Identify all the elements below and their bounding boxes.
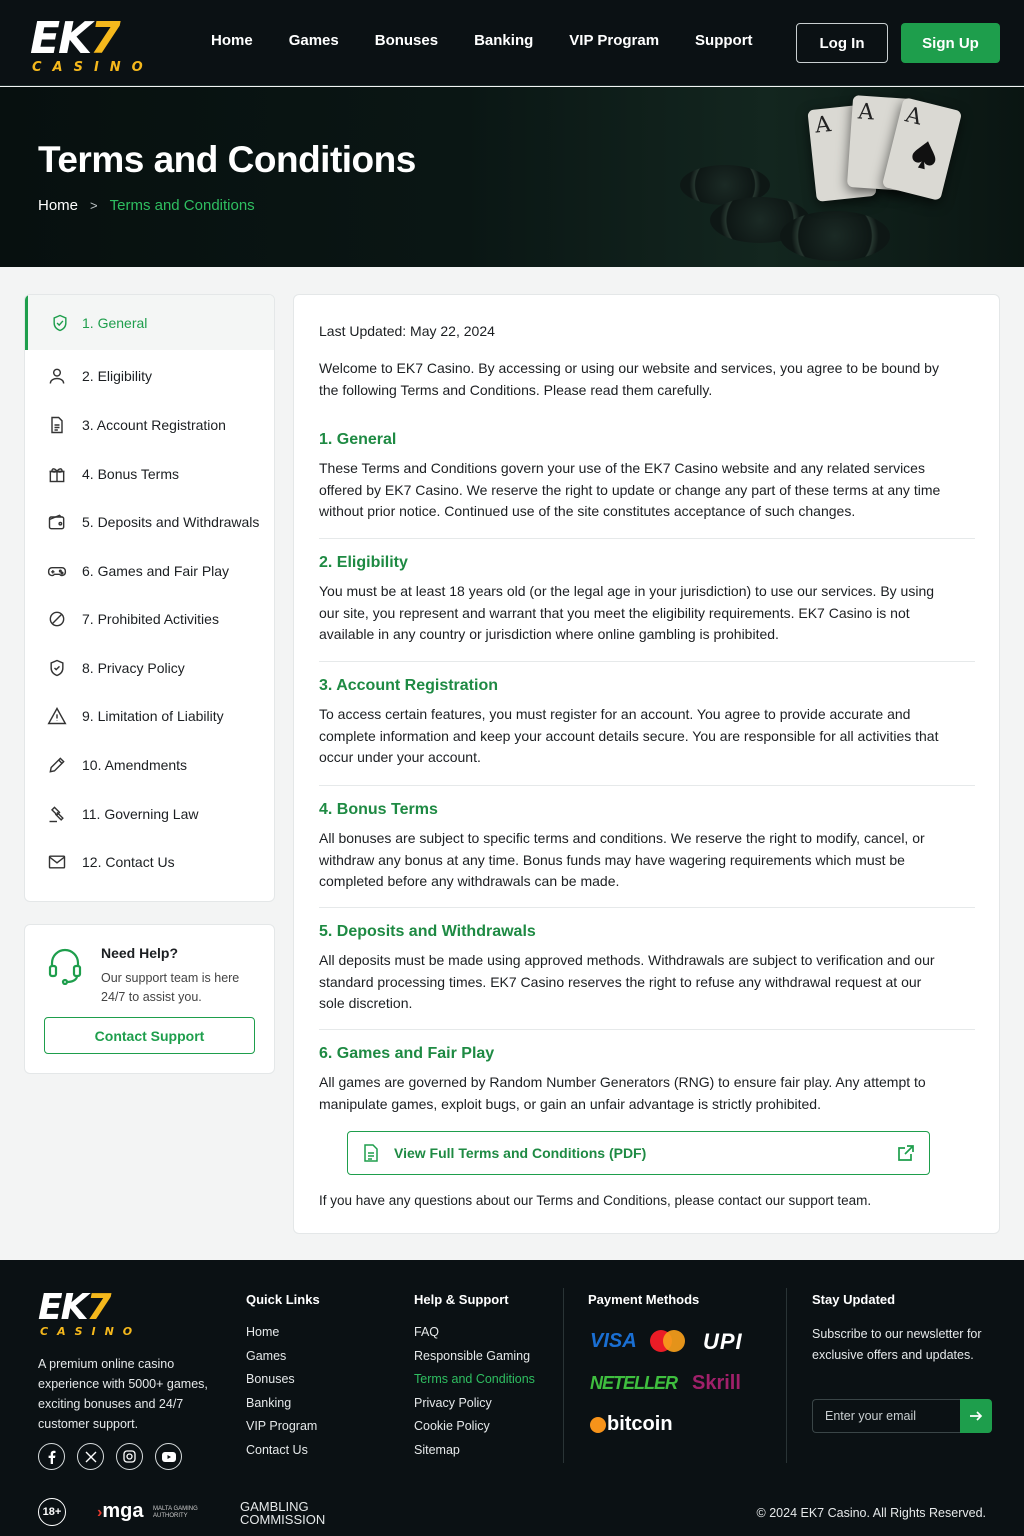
sidebar-item-label: 5. Deposits and Withdrawals [82, 514, 260, 530]
quick-links-title: Quick Links [246, 1292, 320, 1307]
document-icon [47, 415, 67, 435]
payment-methods-title: Payment Methods [588, 1292, 700, 1307]
footer-link-games[interactable]: Games [246, 1348, 287, 1363]
logo-ek-text: EK [30, 13, 91, 64]
shield-icon [47, 658, 67, 678]
help-title: Need Help? [101, 945, 179, 961]
intro-text: Welcome to EK7 Casino. By accessing or using our website and services, you agree to be bound by the following Terms and Conditions. Please read them carefully. [319, 360, 939, 398]
gamepad-icon [47, 561, 67, 581]
sidebar-item-label: 12. Contact Us [82, 854, 175, 870]
breadcrumb-home[interactable]: Home [38, 197, 79, 214]
age-18-badge: 18+ [38, 1498, 66, 1526]
divider [319, 1029, 975, 1030]
divider [563, 1288, 564, 1463]
sidebar-item-limitation-liability[interactable] [25, 692, 275, 740]
logo-casino-text: CASINO [40, 1325, 142, 1338]
sidebar-item-eligibility[interactable] [25, 352, 275, 400]
footer-link-responsible-gaming[interactable]: Responsible Gaming [414, 1348, 531, 1363]
sidebar-item-label: 3. Account Registration [82, 417, 226, 433]
sidebar-item-label: 2. Eligibility [82, 368, 153, 384]
neteller-logo: NETELLER [590, 1373, 678, 1393]
visa-logo: VISA [590, 1330, 637, 1352]
newsletter-submit-button[interactable] [960, 1399, 992, 1433]
page-title: Terms and Conditions [38, 139, 416, 180]
logo-seven-text: 7 [86, 1287, 110, 1328]
sidebar-item-label: 10. Amendments [82, 757, 188, 773]
gc-text: COMMISSION [240, 1512, 326, 1527]
gavel-icon [47, 804, 67, 824]
sidebar-item-prohibited-activities[interactable] [25, 595, 275, 643]
site-footer [0, 1260, 1024, 1536]
card-rank: A [902, 102, 925, 131]
sidebar-item-general[interactable] [25, 295, 275, 350]
facebook-icon[interactable] [38, 1443, 65, 1470]
pencil-icon [47, 755, 67, 775]
footer-link-privacy[interactable]: Privacy Policy [414, 1395, 492, 1410]
newsletter-email-input[interactable] [812, 1399, 960, 1433]
hero-banner [0, 87, 1024, 267]
divider [319, 538, 975, 539]
divider [319, 785, 975, 786]
chevron-right-icon: > [90, 198, 98, 213]
footer-link-contact[interactable]: Contact Us [246, 1442, 308, 1457]
section-title: 1. General [319, 431, 397, 448]
sidebar-item-label: 11. Governing Law [82, 806, 199, 822]
breadcrumb-current: Terms and Conditions [109, 197, 255, 214]
section-title: 3. Account Registration [319, 677, 498, 694]
mga-sub-text: AUTHORITY [153, 1513, 188, 1519]
section-body: These Terms and Conditions govern your use of the EK7 Casino website and any related services offered by EK7 Casino. We reserve the right to update or change any part of these terms at any time without prior notice. Continued use of the site constitutes acceptance of such changes. [319, 460, 941, 519]
nav-home[interactable]: Home [211, 32, 253, 49]
section-body: You must be at least 18 years old (or the legal age in your jurisdiction) to use our services. By using our site, you represent and warrant that you meet the eligibility requirements. EK7 Casino is not available in any country or jurisdiction where online gambling is prohibited. [319, 583, 935, 642]
youtube-icon[interactable] [155, 1443, 182, 1470]
newsletter [812, 1292, 895, 1325]
help-text: Our support team is here 24/7 to assist you. [101, 971, 240, 1004]
playing-cards-illustration [800, 87, 1000, 267]
footer-link-faq[interactable]: FAQ [414, 1325, 440, 1339]
nav-vip-program[interactable]: VIP Program [569, 32, 660, 49]
user-icon [47, 366, 67, 386]
view-pdf-label: View Full Terms and Conditions (PDF) [394, 1145, 647, 1161]
footer-link-sitemap[interactable]: Sitemap [414, 1442, 460, 1457]
sidebar-item-amendments[interactable] [25, 741, 275, 789]
mail-icon [47, 852, 67, 872]
external-link-icon [897, 1144, 915, 1162]
nav-banking[interactable]: Banking [474, 32, 534, 49]
bitcoin-logo: bitcoin [607, 1413, 673, 1435]
section-body: All deposits must be made using approved methods. Withdrawals are subject to verification and our standard processing times. EK7 Casino reserves the right to refuse any withdrawal request at our sole discretion. [319, 952, 935, 1011]
logo-casino-text: CASINO [32, 60, 154, 75]
sidebar-item-label: 9. Limitation of Liability [82, 708, 224, 724]
section-deposits-withdrawals [319, 923, 975, 1015]
section-title: 2. Eligibility [319, 554, 408, 571]
nav-games[interactable]: Games [288, 32, 339, 49]
last-updated: Last Updated: May 22, 2024 [319, 323, 495, 339]
poker-chip [780, 211, 890, 261]
terms-content [293, 294, 1000, 1234]
footer-link-banking[interactable]: Banking [246, 1395, 292, 1410]
login-button[interactable]: Log In [796, 23, 888, 63]
sidebar-item-label: 6. Games and Fair Play [82, 563, 230, 579]
nav-bonuses[interactable]: Bonuses [374, 32, 439, 49]
section-title: 5. Deposits and Withdrawals [319, 923, 536, 940]
footer-link-bonuses[interactable]: Bonuses [246, 1372, 295, 1386]
help-card [24, 924, 275, 1074]
skrill-logo: Skrill [692, 1372, 741, 1394]
mga-text: mga [102, 1500, 144, 1522]
section-title: 6. Games and Fair Play [319, 1045, 495, 1062]
sidebar-item-bonus-terms[interactable] [25, 450, 275, 498]
toc-sidebar [24, 294, 275, 902]
mga-sub-text: MALTA GAMING [153, 1506, 198, 1512]
newsletter-title: Stay Updated [812, 1292, 896, 1307]
payment-methods [588, 1292, 699, 1325]
newsletter-text: Subscribe to our newsletter for exclusive offers and updates. [812, 1327, 982, 1362]
footer-link-home[interactable]: Home [246, 1325, 280, 1339]
card-rank: A [813, 112, 833, 139]
help-support-links [414, 1292, 535, 1466]
footer-link-cookie[interactable]: Cookie Policy [414, 1419, 490, 1433]
section-general [319, 431, 975, 523]
footer-link-vip[interactable]: VIP Program [246, 1419, 318, 1433]
contact-note: If you have any questions about our Terms and Conditions, please contact our support team. [319, 1193, 872, 1208]
help-support-title: Help & Support [414, 1292, 509, 1307]
sidebar-item-label: 8. Privacy Policy [82, 660, 185, 676]
quick-links [246, 1292, 320, 1466]
logo-ek-text: EK [38, 1287, 87, 1328]
footer-link-terms[interactable]: Terms and Conditions [414, 1372, 535, 1386]
breadcrumb [38, 197, 255, 214]
social-links [38, 1443, 182, 1470]
gambling-commission-badge [240, 1500, 325, 1526]
divider [786, 1288, 787, 1463]
headset-icon [47, 947, 83, 985]
gift-icon [47, 464, 67, 484]
sidebar-item-contact-us[interactable] [25, 838, 275, 886]
divider [319, 661, 975, 662]
file-icon [363, 1144, 379, 1162]
mastercard-logo [650, 1330, 686, 1352]
site-header [0, 0, 1024, 86]
divider [319, 907, 975, 908]
shield-check-icon [50, 313, 70, 333]
section-account-registration [319, 677, 975, 769]
warning-icon [47, 706, 67, 726]
ban-icon [47, 609, 67, 629]
logo-seven-text: 7 [90, 13, 119, 64]
sidebar-item-label: 7. Prohibited Activities [82, 611, 219, 627]
gc-text: GAMBLING [240, 1499, 309, 1514]
x-icon[interactable] [77, 1443, 104, 1470]
section-bonus-terms [319, 801, 975, 893]
sidebar-item-deposits-withdrawals[interactable] [25, 498, 275, 546]
section-body: All games are governed by Random Number Generators (RNG) to ensure fair play. Any attempt to manipulate games, exploit bugs, or gain an unfair advantage is strictly prohibited. [319, 1074, 926, 1112]
card-rank: A [857, 99, 875, 126]
brand-logo[interactable] [30, 13, 154, 76]
mga-badge: ›mga MALTA GAMING AUTHORITY [97, 1500, 143, 1523]
arrow-right-icon [969, 1409, 983, 1423]
view-pdf-button[interactable] [347, 1131, 930, 1175]
signup-button[interactable]: Sign Up [901, 23, 1000, 63]
contact-support-button[interactable]: Contact Support [44, 1017, 255, 1054]
wallet-icon [47, 512, 67, 532]
nav-support[interactable]: Support [695, 32, 753, 49]
sidebar-item-games-fair-play[interactable] [25, 547, 275, 595]
sidebar-item-privacy-policy[interactable] [25, 644, 275, 692]
section-title: 4. Bonus Terms [319, 801, 438, 818]
bitcoin-icon [590, 1417, 606, 1433]
sidebar-item-governing-law[interactable] [25, 790, 275, 838]
section-games-fair-play [319, 1045, 975, 1115]
sidebar-item-label: 4. Bonus Terms [82, 466, 180, 482]
instagram-icon[interactable] [116, 1443, 143, 1470]
spade-icon [907, 135, 942, 175]
footer-description: A premium online casino experience with 5000+ games, exciting bonuses and 24/7 customer support. [38, 1357, 208, 1431]
upi-logo: UPI [703, 1329, 743, 1354]
main-nav [211, 32, 789, 49]
section-eligibility [319, 554, 975, 646]
sidebar-item-label: 1. General [82, 314, 148, 331]
sidebar-item-account-registration[interactable] [25, 401, 275, 449]
section-body: To access certain features, you must register for an account. You agree to provide accurate and complete information and keep your account details secure. You are responsible for all activities that occur under your account. [319, 706, 939, 765]
section-body: All bonuses are subject to specific terms and conditions. We reserve the right to modify, cancel, or withdraw any bonus at any time. Bonus funds may have wagering requirements which must be completed before any withdrawals can be made. [319, 830, 925, 889]
copyright: © 2024 EK7 Casino. All Rights Reserved. [756, 1506, 986, 1520]
footer-logo[interactable] [38, 1287, 142, 1338]
